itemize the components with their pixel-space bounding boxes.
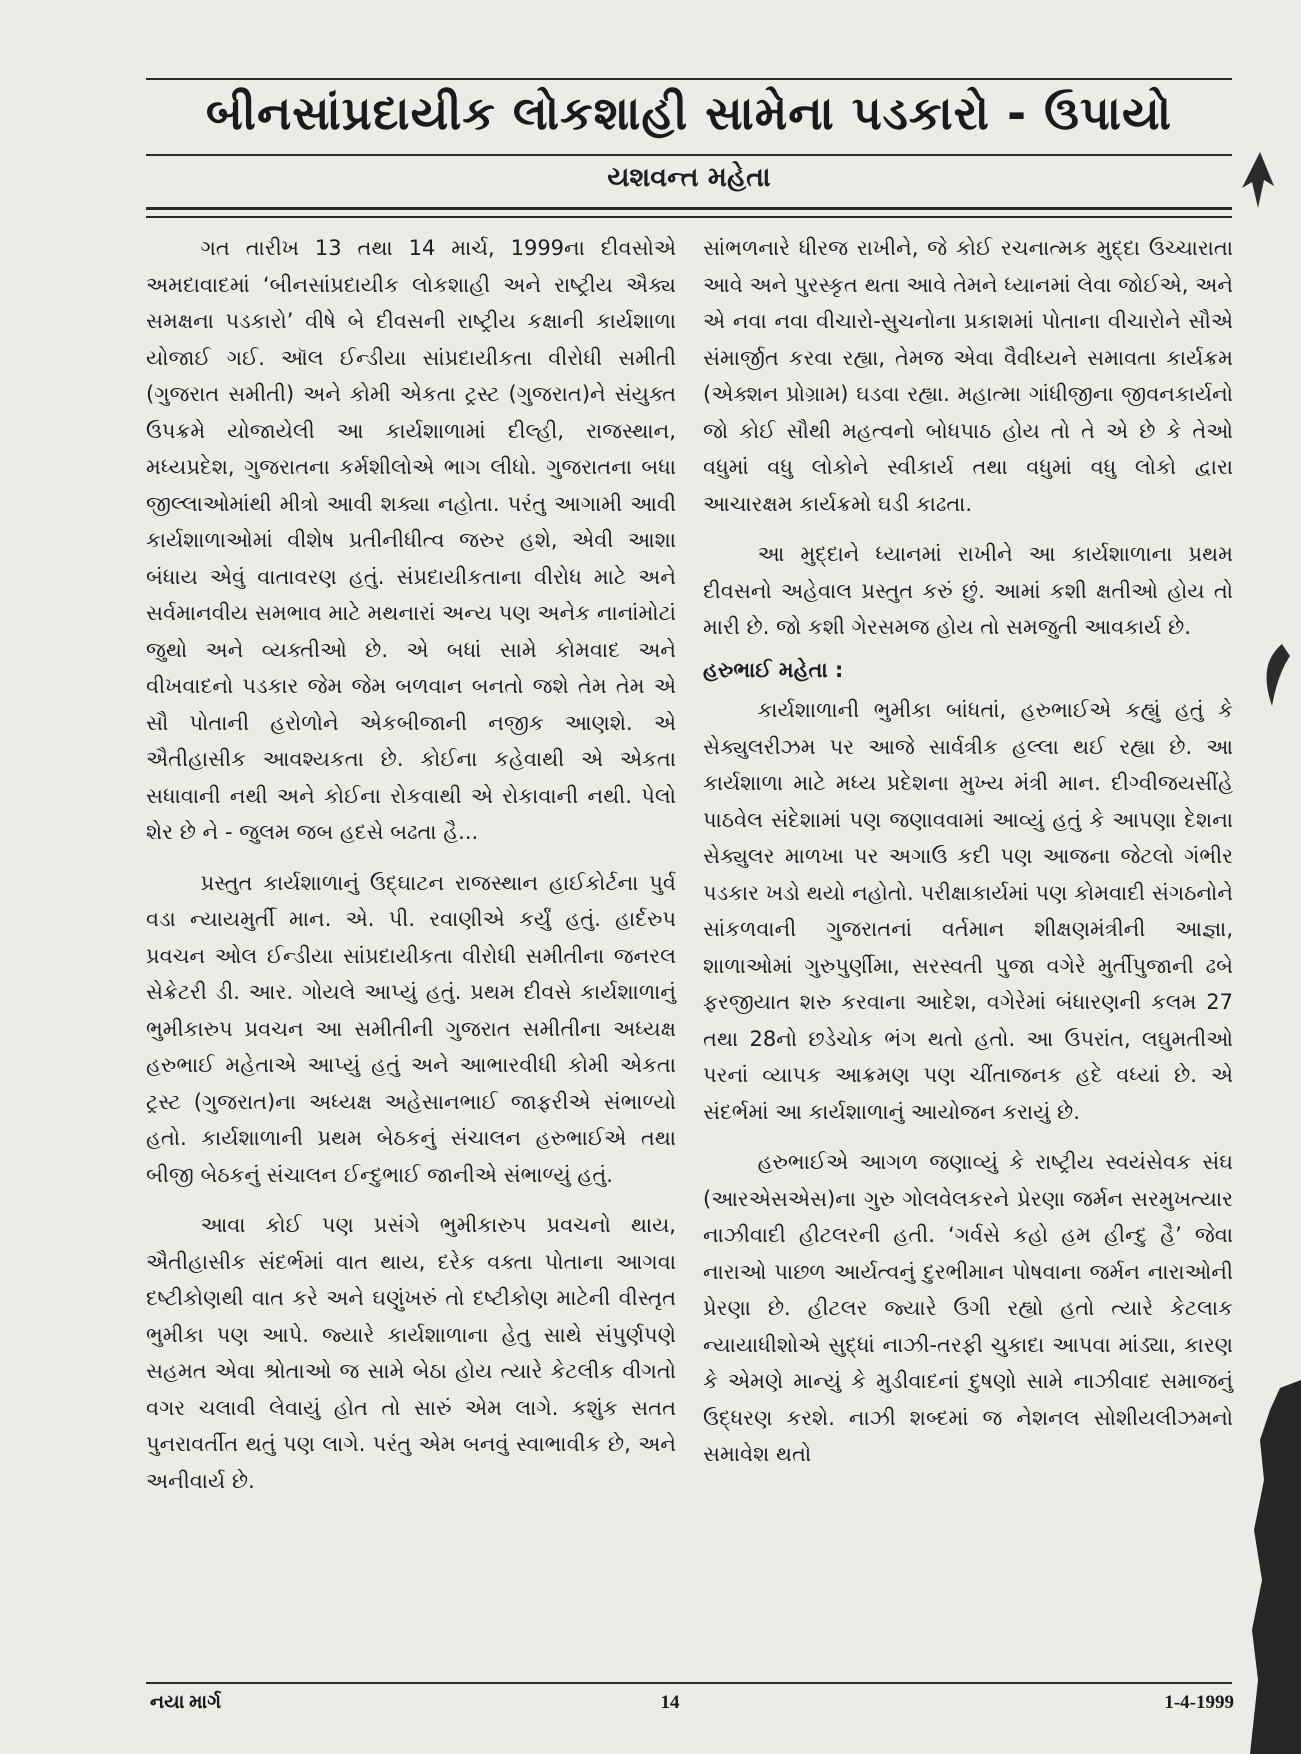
torn-paper-mark-icon xyxy=(1252,640,1292,710)
footer-rule xyxy=(146,1682,1232,1684)
article-author: યશવન્ત મહેતા xyxy=(607,162,771,193)
right-column xyxy=(703,230,1233,1473)
paragraph: સાંભળનારે ધીરજ રાખીને, જે કોઈ રચનાત્મક મુદ્દા ઉચ્ચારાતા આવે અને પુરસ્કૃત થતા આવે તેમને ધ્યાનમાં લેવા જોઈએ, અને એ નવા નવા વીચારો-સુચનોના પ્રકાશમાં પોતાના વીચારોને સૌએ સંમાર્જીત કરવા રહ્યા, તેમજ એવા વૈવીધ્યને સમાવતા કાર્યક્રમ (એક્શન પ્રોગ્રામ) ઘડવા રહ્યા. મહાત્મા ગાંધીજીના જીવનકાર્યનો જો કોઈ સૌથી મહત્વનો બોધપાઠ હોય તો તે એ છે કે તેઓ વધુમાં વધુ લોકોને સ્વીકાર્ય તથા વધુમાં વધુ લોકો દ્વારા આચારક્ષમ કાર્યક્રમો ઘડી કાઢતા. xyxy=(703,236,1233,516)
paragraph: આ મુદ્દાને ધ્યાનમાં રાખીને આ કાર્યશાળાના પ્રથમ દીવસનો અહેવાલ પ્રસ્તુત કરું છું. આમાં કશી ક્ષતીઓ હોય તો મારી છે. જો કશી ગેરસમજ હોય તો સમજુતી આવકાર્ય છે. xyxy=(703,542,1233,639)
page-number: 14 xyxy=(660,1692,680,1713)
paragraph-gap xyxy=(703,522,1233,536)
top-rule xyxy=(146,78,1232,80)
title-rule xyxy=(146,154,1232,156)
article-title: બીનસાંપ્રદાયીક લોકશાહી સામેના પડકારો - ઉપાયો xyxy=(205,86,1173,140)
paragraph-gap xyxy=(146,851,676,865)
left-column xyxy=(146,230,676,1499)
torn-page-edge-icon xyxy=(1240,1380,1301,1754)
torn-paper-mark-icon xyxy=(1238,150,1278,210)
paragraph-gap xyxy=(703,1130,1233,1144)
magazine-name: નયા માર્ગ xyxy=(150,1692,222,1713)
paragraph: ગત તારીખ 13 તથા 14 માર્ચ, 1999ના દીવસોએ અમદાવાદમાં ‘બીનસાંપ્રદાયીક લોકશાહી અને રાષ્ટ્રીય ઐક્ય સમક્ષના પડકારો’ વીષે બે દીવસની રાષ્ટ્રીય કક્ષાની કાર્યશાળા યોજાઈ ગઈ. ઑલ ઈન્ડીયા સાંપ્રદાયીકતા વીરોધી સમીતી (ગુજરાત સમીતી) અને કોમી એકતા ટ્રસ્ટ (ગુજરાત)ને સંયુક્ત ઉપક્રમે યોજાયેલી આ કાર્યશાળામાં દીલ્હી, રાજસ્થાન, મધ્યપ્રદેશ, ગુજરાતના કર્મશીલોએ ભાગ લીધો. ગુજરાતના બધા જીલ્લાઓમાંથી મીત્રો આવી શક્યા નહોતા. પરંતુ આગામી આવી કાર્યશાળાઓમાં વીશેષ પ્રતીનીધીત્વ જરુર હશે, એવી આશા બંધાય એવું વાતાવરણ હતું. સંપ્રદાયીકતાના વીરોધ માટે અને સર્વમાનવીય સમભાવ માટે મથનારાં અન્ય પણ અનેક નાનાંમોટાં જુથો અને વ્યક્તીઓ છે. એ બધાં સામે કોમવાદ અને વીખવાદનો પડકાર જેમ જેમ બળવાન બનતો જશે તેમ તેમ એ સૌ પોતાની હરોળોને એકબીજાની નજીક આણશે. એ ઐતીહાસીક આવશ્યકતા છે. કોઈના કહેવાથી એ એકતા સધાવાની નથી અને કોઈના રોકવાથી એ રોકાવાની નથી. પેલો શેર છે ને - જુલમ જબ હદસે બઢતા હૈ... xyxy=(146,236,676,844)
paragraph: પ્રસ્તુત કાર્યશાળાનું ઉદ્ઘાટન રાજસ્થાન હાઈકોર્ટના પુર્વ વડા ન્યાયમુર્તી માન. એ. પી. રવાણીએ કર્યું હતું. હાર્દરુપ પ્રવચન ઓલ ઈન્ડીયા સાંપ્રદાયીકતા વીરોધી સમીતીના જનરલ સેક્રેટરી ડી. આર. ગોયલે આપ્યું હતું. પ્રથમ દીવસે કાર્યશાળાનું ભુમીકારુપ પ્રવચન આ સમીતીની ગુજરાત સમીતીના અધ્યક્ષ હરુભાઈ મહેતાએ આપ્યું હતું અને આભારવીધી કોમી એકતા ટ્રસ્ટ (ગુજરાત)ના અધ્યક્ષ અહેસાનભાઈ જાફરીએ સંભાળ્યો હતો. કાર્યશાળાની પ્રથમ બેઠકનું સંચાલન હરુભાઈએ તથા બીજી બેઠકનું સંચાલન ઈન્દુભાઈ જાનીએ સંભાળ્યું હતું. xyxy=(146,870,676,1187)
header-double-rule-upper xyxy=(146,207,1232,210)
paragraph: હરુભાઈએ આગળ જણાવ્યું કે રાષ્ટ્રીય સ્વયંસેવક સંઘ (આરએસએસ)ના ગુરુ ગોલવેલકરને પ્રેરણા જર્મન સરમુખત્યાર નાઝીવાદી હીટલરની હતી. ‘ગર્વસે કહો હમ હીન્દુ હૈ’ જેવા નારાઓ પાછળ આર્યત્વનું દુરભીમાન પોષવાના જર્મન નારાઓની પ્રેરણા છે. હીટલર જ્યારે ઉગી રહ્યો હતો ત્યારે કેટલાક ન્યાયાધીશોએ સુદ્ધાં નાઝી-તરફી ચુકાદા આપવા માંડ્યા, કારણ કે એમણે માન્યું કે મુડીવાદનાં દુષણો સામે નાઝીવાદ સમાજનું ઉદ્ધરણ કરશે. નાઝી શબ્દમાં જ નેશનલ સોશીયલીઝમનો સમાવેશ થતો xyxy=(703,1150,1233,1466)
paragraph: આવા કોઈ પણ પ્રસંગે ભુમીકારુપ પ્રવચનો થાય, ઐતીહાસીક સંદર્ભમાં વાત થાય, દરેક વક્તા પોતાના આગવા દષ્ટીકોણથી વાત કરે અને ઘણુંખરું તો દષ્ટીકોણ માટેની વીસ્તૃત ભુમીકા પણ આપે. જ્યારે કાર્યશાળાના હેતુ સાથે સંપુર્ણપણે સહમત એવા શ્રોતાઓ જ સામે બેઠા હોય ત્યારે કેટલીક વીગતો વગર ચલાવી લેવાયું હોત તો સારું એમ લાગે. કશુંક સતત પુનરાવર્તીત થતું પણ લાગે. પરંતુ એમ બનવું સ્વાભાવીક છે, અને અનીવાર્ય છે. xyxy=(146,1213,676,1493)
header-double-rule-lower xyxy=(146,216,1232,218)
paragraph: કાર્યશાળાની ભુમીકા બાંધતાં, હરુભાઈએ કહ્યું હતું કે સેક્યુલરીઝમ પર આજે સાર્વત્રીક હલ્લા થઈ રહ્યા છે. આ કાર્યશાળા માટે મધ્ય પ્રદેશના મુખ્ય મંત્રી માન. દીગ્વીજયસીંહે પાઠવેલ સંદેશામાં પણ જણાવવામાં આવ્યું હતું કે આપણા દેશના સેક્યુલર માળખા પર અગાઉ કદી પણ આજના જેટલો ગંભીર પડકાર ખડો થયો નહોતો. પરીક્ષાકાર્યમાં પણ કોમવાદી સંગઠનોને સાંકળવાની ગુજરાતનાં વર્તમાન શીક્ષણમંત્રીની આજ્ઞા, શાળાઓમાં ગુરુપુર્ણીમા, સરસ્વતી પુજા વગેરે મુર્તીપુજાની ઢબે ફરજીયાત શરુ કરવાના આદેશ, વગેરેમાં બંધારણની કલમ 27 તથા 28નો છડેચોક ભંગ થતો હતો. આ ઉપરાંત, લઘુમતીઓ પરનાં વ્યાપક આક્રમણ પણ ચીંતાજનક હદે વધ્યાં છે. એ સંદર્ભમાં આ કાર્યશાળાનું આયોજન કરાયું છે. xyxy=(703,698,1233,1124)
paragraph-gap xyxy=(146,1193,676,1207)
section-subheading: હરુભાઈ મહેતા : xyxy=(703,657,844,682)
issue-date: 1-4-1999 xyxy=(1164,1692,1234,1713)
